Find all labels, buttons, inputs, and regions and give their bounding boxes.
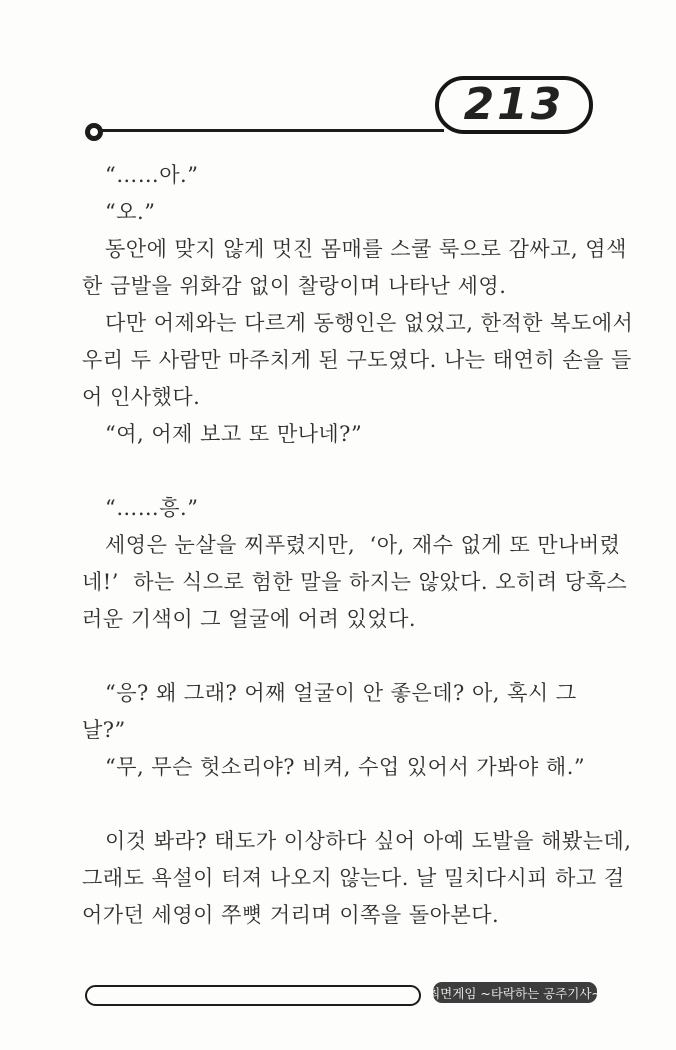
body-text bbox=[82, 157, 634, 934]
text-line: 그래도 욕설이 터져 나오지 않는다. 날 밀치다시피 하고 걸 bbox=[82, 866, 625, 890]
blank-line bbox=[82, 786, 598, 823]
footer-blank-pill bbox=[85, 985, 421, 1006]
blank-line bbox=[82, 638, 598, 675]
text-line: “응? 왜 그래? 어째 얼굴이 안 좋은데? 아, 혹시 그 bbox=[105, 681, 577, 705]
text-line: 한 금발을 위화감 없이 찰랑이며 나타난 세영. bbox=[82, 274, 507, 298]
footer-series-title: 최면게임 ~타락하는 공주기사~ bbox=[428, 985, 602, 1001]
text-line: 우리 두 사람만 마주치게 된 구도였다. 나는 태연히 손을 들 bbox=[82, 348, 632, 372]
page-number-badge bbox=[435, 76, 593, 134]
text-line: “……아.” bbox=[105, 163, 199, 187]
header-rule-line bbox=[99, 129, 444, 132]
text-line: “여, 어제 보고 또 만나네?” bbox=[105, 422, 363, 446]
text-line: 날?” bbox=[82, 718, 126, 742]
blank-line bbox=[82, 453, 598, 490]
text-line: 이것 봐라? 태도가 이상하다 싶어 아예 도발을 해봤는데, bbox=[105, 829, 632, 853]
header-ring-ornament bbox=[85, 123, 103, 141]
text-line: 동안에 맞지 않게 멋진 몸매를 스쿨 룩으로 감싸고, 염색 bbox=[105, 237, 627, 261]
text-line: 어가던 세영이 쭈뼛 거리며 이쪽을 돌아본다. bbox=[82, 903, 500, 927]
text-line: 세영은 눈살을 찌푸렸지만, ‘아, 재수 없게 또 만나버렸 bbox=[105, 533, 621, 557]
text-line: “무, 무슨 헛소리야? 비켜, 수업 있어서 가봐야 해.” bbox=[105, 755, 586, 779]
text-line: 다만 어제와는 다르게 동행인은 없었고, 한적한 복도에서 bbox=[105, 311, 634, 335]
text-line: “……흥.” bbox=[105, 496, 199, 520]
text-line: 러운 기색이 그 얼굴에 어려 있었다. bbox=[82, 607, 417, 631]
text-line: “오.” bbox=[105, 200, 156, 224]
text-line: 어 인사했다. bbox=[82, 385, 201, 409]
text-line: 네!’ 하는 식으로 험한 말을 하지는 않았다. 오히려 당혹스 bbox=[82, 570, 628, 594]
footer-series-badge bbox=[428, 982, 602, 1003]
page-number: 213 bbox=[463, 78, 565, 130]
